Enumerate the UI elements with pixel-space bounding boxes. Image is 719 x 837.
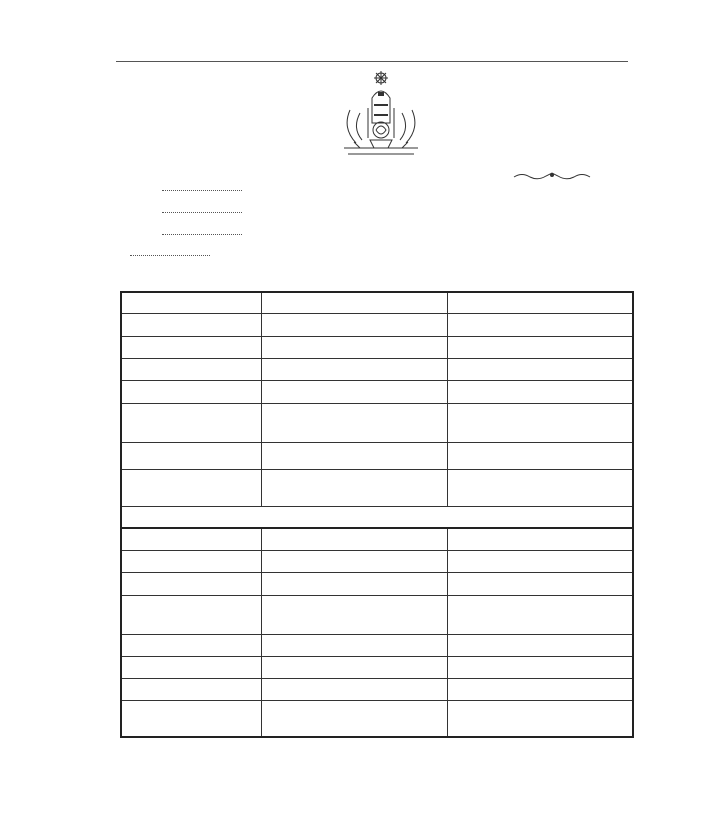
groom-cell[interactable] (261, 634, 447, 656)
table-row (121, 634, 633, 656)
groom-cell[interactable] (261, 358, 447, 380)
table-header-row (121, 292, 633, 313)
ornament-divider (512, 166, 592, 176)
table-row (121, 336, 633, 358)
bride-cell[interactable] (447, 469, 633, 506)
row-label (121, 595, 261, 634)
table-row (121, 656, 633, 678)
bride-cell[interactable] (447, 313, 633, 336)
bride-cell[interactable] (447, 336, 633, 358)
table-row (121, 550, 633, 572)
row-label (121, 313, 261, 336)
column-header-bride (447, 292, 633, 313)
column-header-groom (261, 292, 447, 313)
bride-cell[interactable] (447, 550, 633, 572)
marriage-form-table (120, 291, 634, 738)
table-row (121, 403, 633, 442)
row-label (121, 700, 261, 737)
bride-cell[interactable] (447, 442, 633, 469)
row-label (121, 572, 261, 595)
groom-cell[interactable] (261, 595, 447, 634)
row-label (121, 336, 261, 358)
groom-cell[interactable] (261, 313, 447, 336)
row-label (121, 403, 261, 442)
table-row (121, 528, 633, 550)
row-label (121, 656, 261, 678)
bride-cell[interactable] (447, 656, 633, 678)
groom-cell[interactable] (261, 528, 447, 550)
table-row (121, 595, 633, 634)
groom-cell[interactable] (261, 442, 447, 469)
row-label (121, 528, 261, 550)
bride-cell[interactable] (447, 528, 633, 550)
table-row (121, 506, 633, 528)
groom-cell[interactable] (261, 678, 447, 700)
bride-cell[interactable] (447, 380, 633, 403)
row-label (121, 358, 261, 380)
groom-cell[interactable] (261, 403, 447, 442)
groom-cell[interactable] (261, 380, 447, 403)
column-header-info (121, 292, 261, 313)
groom-cell[interactable] (261, 550, 447, 572)
province-blank (162, 181, 242, 191)
bride-cell[interactable] (447, 358, 633, 380)
table-row (121, 358, 633, 380)
bride-cell[interactable] (447, 700, 633, 737)
district-blank (162, 203, 242, 213)
row-label (121, 550, 261, 572)
table-row (121, 678, 633, 700)
table-row (121, 469, 633, 506)
commune-blank (162, 225, 242, 235)
groom-cell[interactable] (261, 572, 447, 595)
commune-field (124, 225, 242, 239)
bride-cell[interactable] (447, 572, 633, 595)
table-row (121, 442, 633, 469)
groom-cell[interactable] (261, 656, 447, 678)
groom-cell[interactable] (261, 469, 447, 506)
row-label-full (121, 506, 633, 528)
bride-cell[interactable] (447, 595, 633, 634)
table-row (121, 313, 633, 336)
header-rule (116, 61, 628, 62)
district-field (124, 203, 242, 217)
groom-cell[interactable] (261, 336, 447, 358)
coat-of-arms-seal (330, 68, 432, 170)
number-field (124, 246, 210, 260)
bride-cell[interactable] (447, 634, 633, 656)
number-blank (130, 246, 210, 256)
table-row (121, 700, 633, 737)
groom-cell[interactable] (261, 700, 447, 737)
row-label (121, 442, 261, 469)
row-label (121, 634, 261, 656)
province-field (124, 181, 242, 195)
table-row (121, 572, 633, 595)
row-label (121, 678, 261, 700)
row-label (121, 469, 261, 506)
table-row (121, 380, 633, 403)
row-label (121, 380, 261, 403)
bride-cell[interactable] (447, 403, 633, 442)
bride-cell[interactable] (447, 678, 633, 700)
